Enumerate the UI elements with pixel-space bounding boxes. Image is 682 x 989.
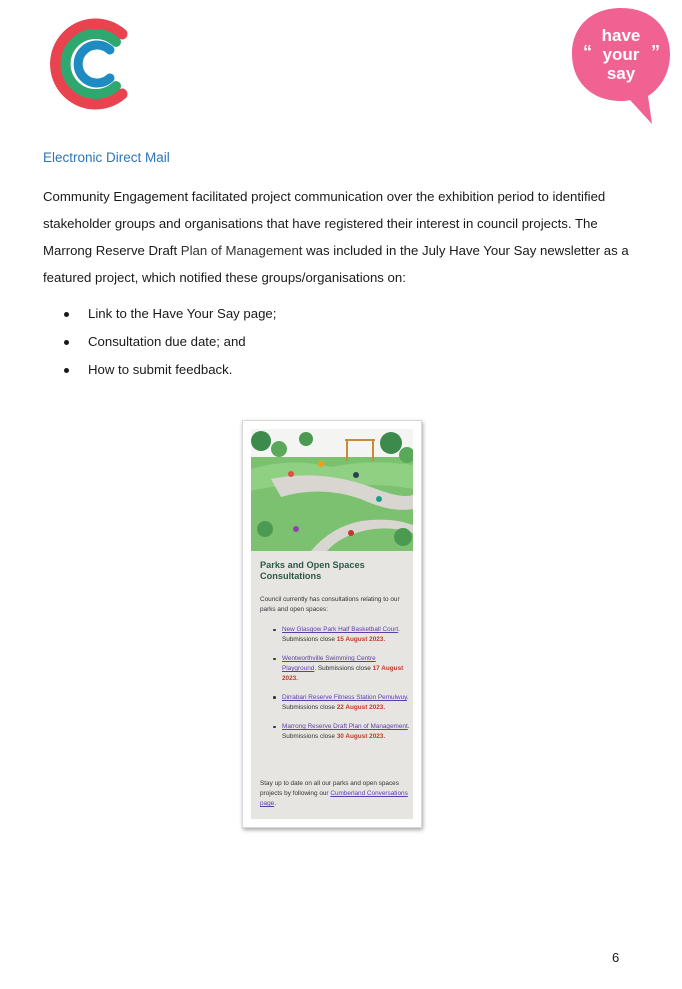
para-part-2: was included in the July Have Your Say newsletter as a featured project, which notified these groups/organisations on: [43,243,629,285]
consultation-link[interactable]: Marrong Reserve Draft Plan of Management [282,723,408,731]
consultation-list [260,625,410,751]
council-logo-icon [44,10,144,118]
outro-end: . [274,800,276,807]
bullet-dot-icon [64,340,69,345]
cumberland-conversations-link[interactable]: Cumberland Conversations page [260,790,408,807]
section-heading: Electronic Direct Mail [43,150,170,165]
consultation-text: . Submissions close [282,626,400,643]
para-highlight: Plan of Management [180,243,303,258]
consultation-link[interactable]: New Glasgow Park Half Basketball Court [282,626,399,633]
consultation-item [260,654,410,683]
bullet-text: How to submit feedback. [88,362,233,377]
hys-line-1: have [601,26,641,45]
newsletter-screenshot [242,420,422,828]
consultation-text: . Submissions close [282,693,409,711]
bullet-text: Link to the Have Your Say page; [88,306,277,321]
consultation-date: 22 August 2023. [336,703,386,711]
bullet-item [62,300,562,328]
consultation-date: 15 August 2023. [336,635,386,643]
bullet-dot-icon [273,658,276,661]
svg-text:”: ” [651,42,660,62]
newsletter-title: Parks and Open Spaces Consultations [260,560,365,581]
bullet-dot-icon [64,312,69,317]
bullet-dot-icon [273,696,276,699]
newsletter-body [251,429,413,819]
consultation-item [260,722,410,742]
consultation-link[interactable]: Wentworthville Swimming Centre Playground [282,655,376,672]
park-illustration-icon [251,429,413,551]
consultation-link[interactable]: Dirrabari Reserve Fitness Station Pemulwuy [282,693,407,701]
consultation-item [260,693,410,713]
consultation-text: . Submissions close [314,664,373,672]
svg-text:“: “ [583,42,592,62]
have-your-say-logo-icon [568,4,674,128]
newsletter-intro: Council currently has consultations relating to our parks and open spaces: [260,596,400,613]
bullet-list [62,300,562,384]
consultation-text: . Submissions close [282,723,410,740]
bullet-dot-icon [273,629,276,632]
hys-line-3: say [606,64,636,83]
outro-text: Stay up to date on all our parks and open spaces projects by following our [260,780,399,797]
consultation-item [260,625,410,645]
page-number: 6 [612,950,620,965]
newsletter-outro [260,779,410,809]
bullet-item [62,356,562,384]
bullet-text: Consultation due date; and [88,334,246,349]
body-paragraph [43,183,643,291]
consultation-date: 17 August 2023. [282,664,404,682]
bullet-dot-icon [64,368,69,373]
para-part-1: Community Engagement facilitated project communication over the exhibition period to identified stakeholder groups and organisations that have registered their interest in council projects. The Marrong Reserve Draft [43,189,606,258]
bullet-dot-icon [273,726,276,729]
bullet-item [62,328,562,356]
hys-line-2: your [602,45,640,64]
consultation-date: 30 August 2023. [336,732,386,740]
